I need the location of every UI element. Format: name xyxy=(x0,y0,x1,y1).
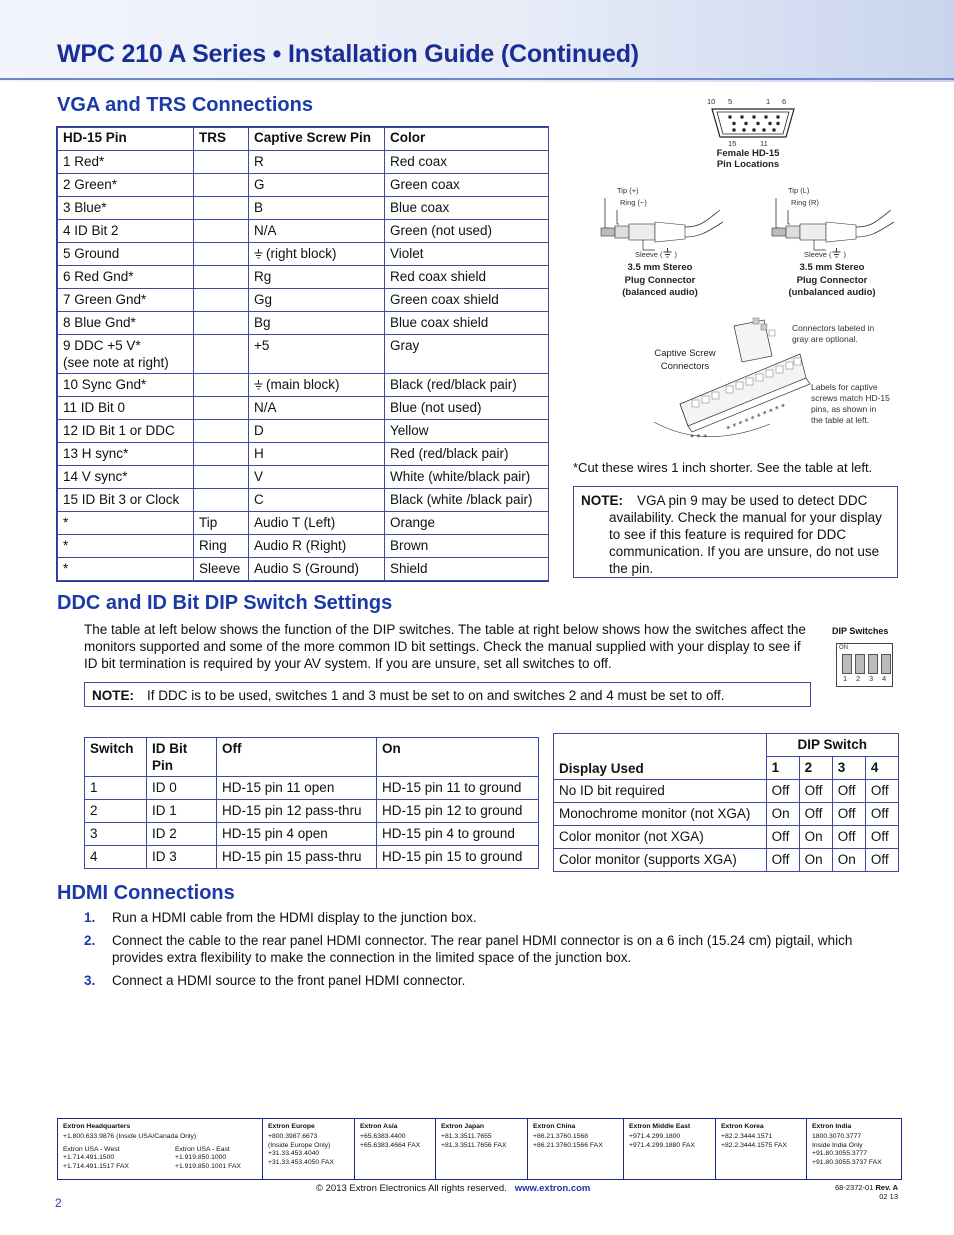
table-row xyxy=(58,420,549,443)
table-cell: HD-15 pin 11 to ground xyxy=(377,777,539,800)
note-text: If DDC is to be used, switches 1 and 3 must be set to on and switches 2 and 4 must be set to off. xyxy=(147,688,725,703)
ddc-section-title: DDC and ID Bit DIP Switch Settings xyxy=(57,592,393,614)
table-row xyxy=(85,823,539,846)
table-row xyxy=(58,174,549,197)
footer-hq-split xyxy=(63,1146,257,1171)
ground-icon xyxy=(832,248,841,258)
table-cell: Off xyxy=(799,780,832,803)
footer-title: Extron Middle East xyxy=(629,1123,691,1130)
footer-line: +1.714.491.1500 xyxy=(63,1154,115,1162)
table-header-row xyxy=(58,128,549,151)
table-cell: D xyxy=(249,420,385,443)
display-table-body xyxy=(554,780,899,872)
dip-on-label: ON xyxy=(839,645,848,651)
footer-line: 1800.3070.3777 xyxy=(812,1133,862,1141)
table-row xyxy=(58,558,549,581)
dip-number: 2 xyxy=(856,674,861,683)
table-row xyxy=(58,243,549,266)
table-cell: H xyxy=(249,443,385,466)
header-rule xyxy=(0,78,954,80)
table-cell xyxy=(194,466,249,489)
table-cell: Green coax shield xyxy=(385,289,549,312)
table-cell: Gray xyxy=(385,335,549,374)
table-cell: 8 Blue Gnd* xyxy=(58,312,194,335)
website-link[interactable]: www.extron.com xyxy=(514,1183,591,1194)
ground-icon xyxy=(254,380,263,390)
table-cell: 4 ID Bit 2 xyxy=(58,220,194,243)
plug-balanced-diagram xyxy=(595,184,730,302)
captive-screw-diagram xyxy=(640,314,902,446)
step-text: Connect a HDMI source to the front panel HDMI connector. xyxy=(112,973,466,988)
labels-note xyxy=(811,382,890,426)
caption-line: (unbalanced audio) xyxy=(788,287,876,298)
table-cell: On xyxy=(766,803,799,826)
note-line: Labels for captive xyxy=(811,382,878,392)
table-cell: On xyxy=(832,849,865,872)
dip-switch-1 xyxy=(842,654,852,674)
footer-korea xyxy=(716,1119,807,1179)
table-cell: 13 H sync* xyxy=(58,443,194,466)
caption-line: Plug Connector xyxy=(624,274,696,286)
hd15-caption-line: Pin Locations xyxy=(716,159,780,170)
table-cell: ID 1 xyxy=(147,800,217,823)
column-header: Color xyxy=(385,128,549,151)
table-cell xyxy=(194,489,249,512)
table-cell: G xyxy=(249,174,385,197)
vga-pin9-note xyxy=(573,486,898,578)
plug-sleeve-text: Sleeve ( xyxy=(635,250,663,259)
table-cell: ID 0 xyxy=(147,777,217,800)
table-cell: Off xyxy=(865,803,898,826)
list-item xyxy=(84,909,904,926)
table-cell xyxy=(194,335,249,374)
note-line: gray are optional. xyxy=(792,333,858,344)
table-cell: Audio R (Right) xyxy=(249,535,385,558)
table-cell xyxy=(194,312,249,335)
column-header: 1 xyxy=(766,757,799,780)
table-cell xyxy=(194,151,249,174)
table-row xyxy=(85,777,539,800)
doc-number: 68-2372-01 xyxy=(835,1183,874,1192)
table-cell: Off xyxy=(865,826,898,849)
column-header: 3 xyxy=(832,757,865,780)
copyright-text: © 2013 Extron Electronics All rights reserved. xyxy=(316,1183,507,1194)
table-cell xyxy=(194,220,249,243)
copyright xyxy=(316,1183,590,1194)
table-cell: HD-15 pin 15 to ground xyxy=(377,846,539,869)
table-cell: Off xyxy=(832,780,865,803)
table-cell: Tip xyxy=(194,512,249,535)
footer-line: +91.80.3055.3777 xyxy=(812,1150,867,1158)
footer-line: (Inside Europe Only) xyxy=(268,1141,331,1149)
table-row xyxy=(58,512,549,535)
table-cell: Off xyxy=(865,849,898,872)
table-cell: Rg xyxy=(249,266,385,289)
footer-line: Extron USA - West xyxy=(63,1145,120,1153)
vga-trs-table-frame xyxy=(56,126,549,582)
table-row xyxy=(58,151,549,174)
plug-ring-label: Ring (R) xyxy=(791,198,819,207)
footer-india xyxy=(807,1119,901,1179)
table-cell: HD-15 pin 11 open xyxy=(217,777,377,800)
table-row xyxy=(58,466,549,489)
note-line: Connectors labeled in xyxy=(792,323,875,333)
dip-switch-function-table xyxy=(84,737,539,869)
plug-ring-label: Ring (−) xyxy=(620,198,647,207)
step-number: 2. xyxy=(84,933,96,948)
table-cell xyxy=(194,397,249,420)
revision: Rev. A xyxy=(875,1183,898,1192)
hd15-caption xyxy=(700,148,796,170)
footer-line: +971.4.299.1880 FAX xyxy=(629,1141,695,1149)
svg-text:* * *: * * * xyxy=(690,433,708,442)
table-row xyxy=(58,312,549,335)
cell-subtext: (see note at right) xyxy=(63,355,169,370)
footer-line: +1.714.491.1517 FAX xyxy=(63,1162,129,1170)
table-row xyxy=(58,489,549,512)
column-header: Display Used xyxy=(554,734,767,780)
table-cell: Yellow xyxy=(385,420,549,443)
table-cell: ID 3 xyxy=(147,846,217,869)
table-cell xyxy=(249,374,385,397)
footer-line: +81.3.3511.7656 FAX xyxy=(441,1141,507,1149)
column-header: 4 xyxy=(865,757,898,780)
table-cell: Sleeve xyxy=(194,558,249,581)
table-cell: 2 Green* xyxy=(58,174,194,197)
hdmi-section-title: HDMI Connections xyxy=(57,882,235,904)
table-cell: Color monitor (supports XGA) xyxy=(554,849,767,872)
table-cell: HD-15 pin 12 pass-thru xyxy=(217,800,377,823)
cut-wires-note: *Cut these wires 1 inch shorter. See the table at left. xyxy=(573,460,873,475)
footer-title: Extron China xyxy=(533,1123,576,1130)
footer-line: +65.6383.4400 xyxy=(360,1133,406,1141)
table-cell: Shield xyxy=(385,558,549,581)
dip-switches-label: DIP Switches xyxy=(832,626,889,636)
table-cell: Off xyxy=(766,826,799,849)
ddc-intro-paragraph: The table at left below shows the function of the DIP switches. The table at right below shows how the switches affect the monitors supported and some of the more common ID bit settings. Check the manual supplied with your display to see if ID bit termination is required by your AV system. If you are unsure, set all switches to off. xyxy=(84,622,806,671)
table-cell: HD-15 pin 4 to ground xyxy=(377,823,539,846)
table-cell: Green coax xyxy=(385,174,549,197)
column-header: HD-15 Pin xyxy=(58,128,194,151)
dip-switch-diagram xyxy=(832,626,902,690)
table-cell: Blue coax xyxy=(385,197,549,220)
table-cell: 6 Red Gnd* xyxy=(58,266,194,289)
doc-number-line xyxy=(797,1183,898,1192)
list-item xyxy=(84,932,904,966)
label-line: Connectors xyxy=(660,360,710,372)
table-cell: Off xyxy=(865,780,898,803)
footer-line: +1.919.850.1000 xyxy=(175,1154,227,1162)
footer-line: +31.33.453.4050 FAX xyxy=(268,1158,334,1166)
table-cell: 10 Sync Gnd* xyxy=(58,374,194,397)
dip-switch-block xyxy=(836,643,893,687)
note-text: VGA pin 9 may be used to detect DDC availability. Check the manual for your display to see if this feature is required for DDC communication. If you are unsure, do not use the pin. xyxy=(609,493,882,576)
table-cell: * xyxy=(58,512,194,535)
table-cell xyxy=(249,243,385,266)
table-cell: White (white/black pair) xyxy=(385,466,549,489)
plug-tip-label: Tip (+) xyxy=(617,186,639,195)
hd15-pin-label: 6 xyxy=(782,97,787,106)
table-cell: Red (red/black pair) xyxy=(385,443,549,466)
table-cell: Off xyxy=(832,803,865,826)
audio-plug-icon xyxy=(595,192,725,252)
table-cell: Ring xyxy=(194,535,249,558)
footer-middle-east xyxy=(624,1119,716,1179)
footer-china xyxy=(528,1119,624,1179)
table-header-row xyxy=(554,734,899,757)
table-cell: Bg xyxy=(249,312,385,335)
footer-title: Extron Headquarters xyxy=(63,1123,131,1130)
table-cell: 1 xyxy=(85,777,147,800)
table-cell: Off xyxy=(766,780,799,803)
footer-line: +82.2.3444.1571 xyxy=(721,1133,773,1141)
dip-number: 4 xyxy=(882,674,887,683)
dip-switch-3 xyxy=(868,654,878,674)
dip-switch-4 xyxy=(881,654,891,674)
table-cell: HD-15 pin 15 pass-thru xyxy=(217,846,377,869)
column-header: Off xyxy=(217,738,377,777)
hd15-socket-icon xyxy=(708,106,798,140)
plug-sleeve-label: Sleeve ( ) xyxy=(635,250,678,259)
caption-line: (balanced audio) xyxy=(622,287,698,298)
footer-line: +65.6383.4664 FAX xyxy=(360,1141,421,1149)
footer-line: +86.21.3760.1566 FAX xyxy=(533,1141,603,1149)
ddc-note xyxy=(84,682,811,707)
footer-japan xyxy=(436,1119,528,1179)
footer-title: Extron India xyxy=(812,1123,852,1130)
table-row xyxy=(58,220,549,243)
table-cell: C xyxy=(249,489,385,512)
table-cell: Red coax shield xyxy=(385,266,549,289)
table-cell: * xyxy=(58,558,194,581)
footer-line: Inside India Only xyxy=(812,1141,863,1149)
table-cell: Monochrome monitor (not XGA) xyxy=(554,803,767,826)
table-cell: Audio T (Left) xyxy=(249,512,385,535)
footer-line: +1.919.850.1001 FAX xyxy=(175,1162,241,1170)
table-cell xyxy=(58,335,194,374)
vga-table-body xyxy=(58,151,549,581)
table-cell: +5 xyxy=(249,335,385,374)
table-cell xyxy=(194,174,249,197)
column-header: 2 xyxy=(799,757,832,780)
table-cell: 4 xyxy=(85,846,147,869)
table-cell xyxy=(194,266,249,289)
step-number: 1. xyxy=(84,910,96,925)
table-cell: Violet xyxy=(385,243,549,266)
plug-balanced-caption xyxy=(605,262,715,300)
table-row xyxy=(58,397,549,420)
contact-footer xyxy=(57,1118,902,1180)
table-cell: 11 ID Bit 0 xyxy=(58,397,194,420)
step-text: Run a HDMI cable from the HDMI display to the junction box. xyxy=(112,910,477,925)
footer-line: Extron USA - East xyxy=(175,1145,230,1153)
table-cell: 2 xyxy=(85,800,147,823)
table-cell: N/A xyxy=(249,397,385,420)
table-cell: Blue (not used) xyxy=(385,397,549,420)
table-row xyxy=(554,826,899,849)
table-cell xyxy=(194,420,249,443)
table-header-row xyxy=(85,738,539,777)
footer-line: +1.800.633.9876 (Inside USA/Canada Only) xyxy=(63,1133,197,1141)
footer-line: +800.3987.6673 xyxy=(268,1133,318,1141)
table-cell: Gg xyxy=(249,289,385,312)
hd15-pin-label: 15 xyxy=(728,139,737,148)
table-row xyxy=(58,197,549,220)
list-item xyxy=(84,972,904,989)
switch-table-body xyxy=(85,777,539,869)
footer-europe xyxy=(263,1119,355,1179)
note-label: NOTE: xyxy=(92,688,134,703)
hd15-pin-label: 11 xyxy=(760,139,768,148)
hd15-pin-label: 5 xyxy=(728,97,733,106)
hd15-pin-label: 1 xyxy=(766,97,771,106)
table-cell: Off xyxy=(832,826,865,849)
note-line: screws match HD-15 xyxy=(811,393,890,403)
table-cell: 12 ID Bit 1 or DDC xyxy=(58,420,194,443)
note-line: the table at left. xyxy=(811,415,870,425)
table-cell: 5 Ground xyxy=(58,243,194,266)
table-row xyxy=(58,335,549,374)
caption-line: 3.5 mm Stereo xyxy=(627,262,693,273)
table-row xyxy=(58,289,549,312)
hd15-caption-line: Female HD-15 xyxy=(716,148,780,159)
footer-asia xyxy=(355,1119,436,1179)
table-cell: 3 Blue* xyxy=(58,197,194,220)
plug-tip-label: Tip (L) xyxy=(788,186,810,195)
cell-text: 9 DDC +5 V* xyxy=(63,338,141,353)
table-cell: HD-15 pin 12 to ground xyxy=(377,800,539,823)
table-cell: B xyxy=(249,197,385,220)
dip-number: 3 xyxy=(869,674,874,683)
footer-title: Extron Asia xyxy=(360,1123,398,1130)
doc-revision xyxy=(797,1183,898,1201)
cell-text: (main block) xyxy=(266,377,340,392)
audio-plug-icon xyxy=(766,192,896,252)
table-cell: Black (white /black pair) xyxy=(385,489,549,512)
plug-sleeve-label: Sleeve ( ) xyxy=(804,250,847,259)
plug-unbalanced-diagram xyxy=(766,184,901,302)
column-group-header: DIP Switch xyxy=(766,734,898,757)
table-cell: On xyxy=(799,849,832,872)
table-cell xyxy=(194,443,249,466)
hd15-connector-diagram xyxy=(700,96,810,176)
column-header: ID Bit Pin xyxy=(147,738,217,777)
footer-line: +31.33.453.4040 xyxy=(268,1150,320,1158)
note-line: pins, as shown in xyxy=(811,404,877,414)
column-header: Switch xyxy=(85,738,147,777)
label-line: Captive Screw xyxy=(654,348,716,359)
ground-icon xyxy=(663,248,672,258)
footer-line: +91.80.3055.3737 FAX xyxy=(812,1158,882,1166)
footer-line: +81.3.3511.7655 xyxy=(441,1133,492,1141)
hd15-pin-label: 10 xyxy=(707,97,716,106)
table-cell: 14 V sync* xyxy=(58,466,194,489)
caption-line: Plug Connector xyxy=(796,274,868,286)
table-row xyxy=(58,266,549,289)
table-cell: R xyxy=(249,151,385,174)
footer-east xyxy=(175,1146,241,1171)
table-row xyxy=(554,780,899,803)
footer-west xyxy=(63,1146,175,1171)
table-row xyxy=(85,800,539,823)
table-cell: ID 2 xyxy=(147,823,217,846)
table-cell: Brown xyxy=(385,535,549,558)
table-cell: Red coax xyxy=(385,151,549,174)
doc-date: 02 13 xyxy=(879,1192,898,1201)
plug-sleeve-text: Sleeve ( xyxy=(804,250,832,259)
footer-line: +971.4.299.1800 xyxy=(629,1133,681,1141)
footer-line: +82.2.3444.1575 FAX xyxy=(721,1141,787,1149)
table-row xyxy=(554,849,899,872)
table-row xyxy=(85,846,539,869)
table-row xyxy=(58,443,549,466)
table-cell: No ID bit required xyxy=(554,780,767,803)
dip-number: 1 xyxy=(843,674,848,683)
vga-trs-table xyxy=(57,127,549,581)
table-cell: HD-15 pin 4 open xyxy=(217,823,377,846)
svg-text:* * * * * * * * * *: * * * * * * * * * * xyxy=(725,401,788,434)
ground-icon xyxy=(254,249,263,259)
caption-line: 3.5 mm Stereo xyxy=(799,262,865,273)
cell-text: (right block) xyxy=(266,246,337,261)
column-header: On xyxy=(377,738,539,777)
table-cell: * xyxy=(58,535,194,558)
footer-title: Extron Japan xyxy=(441,1123,485,1130)
column-header: TRS xyxy=(194,128,249,151)
table-cell: Orange xyxy=(385,512,549,535)
table-cell: V xyxy=(249,466,385,489)
optional-connectors-note xyxy=(792,323,874,344)
page-number: 2 xyxy=(55,1196,62,1210)
column-header: Captive Screw Pin xyxy=(249,128,385,151)
table-cell: Green (not used) xyxy=(385,220,549,243)
note-label: NOTE: xyxy=(581,493,623,508)
table-cell: 3 xyxy=(85,823,147,846)
footer-title: Extron Korea xyxy=(721,1123,764,1130)
dip-switch-2 xyxy=(855,654,865,674)
footer-title: Extron Europe xyxy=(268,1123,315,1130)
table-cell: Black (red/black pair) xyxy=(385,374,549,397)
hdmi-steps-list xyxy=(84,909,904,995)
table-cell: Off xyxy=(766,849,799,872)
table-cell: 1 Red* xyxy=(58,151,194,174)
table-cell: N/A xyxy=(249,220,385,243)
table-cell: Blue coax shield xyxy=(385,312,549,335)
table-cell: Off xyxy=(799,803,832,826)
table-cell: 7 Green Gnd* xyxy=(58,289,194,312)
table-row xyxy=(58,374,549,397)
table-cell: Audio S (Ground) xyxy=(249,558,385,581)
footer-line: +86.21.3760.1568 xyxy=(533,1133,588,1141)
vga-section-title: VGA and TRS Connections xyxy=(57,94,313,116)
table-cell xyxy=(194,374,249,397)
display-settings-table xyxy=(553,733,899,872)
table-cell: On xyxy=(799,826,832,849)
table-cell: Color monitor (not XGA) xyxy=(554,826,767,849)
table-cell xyxy=(194,197,249,220)
table-row xyxy=(554,803,899,826)
footer-hq xyxy=(58,1119,263,1179)
table-cell: 15 ID Bit 3 or Clock xyxy=(58,489,194,512)
step-number: 3. xyxy=(84,973,96,988)
table-cell xyxy=(194,243,249,266)
step-text: Connect the cable to the rear panel HDMI connector. The rear panel HDMI connector is on a 6 inch (15.24 cm) pigtail, which provides extra flexibility to make the connection in the limited space of the junction box. xyxy=(112,933,853,965)
plug-unbalanced-caption xyxy=(774,262,890,300)
page-title: WPC 210 A Series • Installation Guide (Continued) xyxy=(57,40,639,68)
table-row xyxy=(58,535,549,558)
table-cell xyxy=(194,289,249,312)
